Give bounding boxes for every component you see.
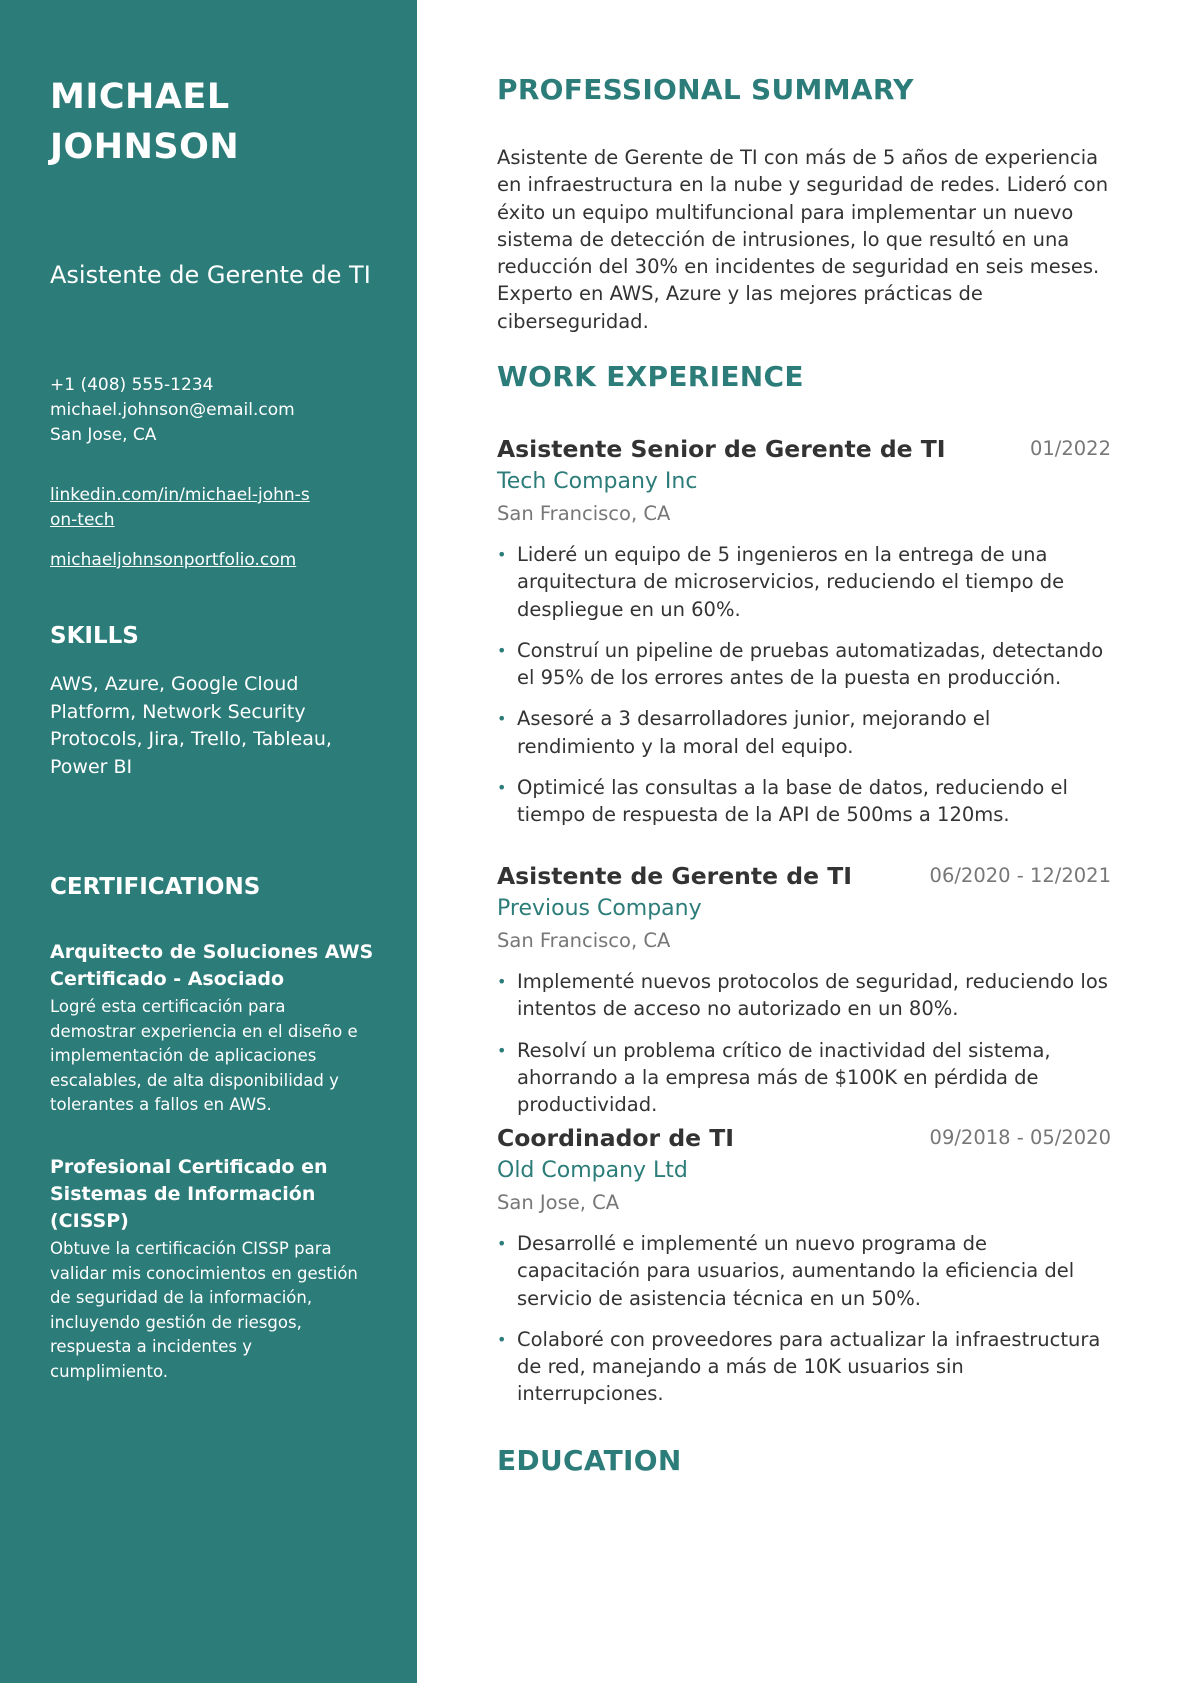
- job-company: Previous Company: [497, 896, 702, 921]
- bullet-text: Desarrollé e implementé un nuevo programa de capacitación para usuarios, aumentando la eficiencia del servicio de asistencia técnica en un 50%.: [517, 1232, 1075, 1310]
- bullet-text: Colaboré con proveedores para actualizar la infraestructura de red, manejando a más de 10K usuarios sin interrupciones.: [517, 1327, 1101, 1406]
- linkedin-link[interactable]: linkedin.com/in/michael-john-son-tech: [50, 485, 310, 530]
- summary-heading: PROFESSIONAL SUMMARY: [497, 73, 914, 106]
- job-dates: 09/2018 - 05/2020: [929, 1126, 1111, 1149]
- bullet-text: Construí un pipeline de pruebas automatizadas, detectando el 95% de los errores antes de la puesta en producción.: [517, 638, 1104, 690]
- job-company: Tech Company Inc: [497, 469, 698, 494]
- person-name: [50, 72, 390, 172]
- job-dates: 06/2020 - 12/2021: [929, 864, 1111, 887]
- certification-name: Profesional Certificado en Sistemas de Información (CISSP): [50, 1156, 328, 1232]
- job-location: San Francisco, CA: [497, 929, 671, 952]
- job-entry: [497, 1121, 1111, 1422]
- experience-heading: WORK EXPERIENCE: [497, 360, 804, 393]
- contact-info: [50, 373, 390, 448]
- phone: +1 (408) 555-1234: [50, 375, 214, 395]
- bullet-text: Asesoré a 3 desarrolladores junior, mejorando el rendimiento y la moral del equipo.: [517, 707, 991, 758]
- education-heading: EDUCATION: [497, 1444, 682, 1477]
- last-name: JOHNSON: [50, 127, 240, 167]
- skills-heading: SKILLS: [50, 623, 139, 649]
- certification-item: [50, 1154, 380, 1384]
- sidebar: [0, 0, 417, 1683]
- bullet-text: Resolví un problema crítico de inactividad del sistema, ahorrando a la empresa más de $100K en pérdida de productividad.: [517, 1038, 1051, 1117]
- job-dates: 01/2022: [1029, 437, 1111, 460]
- bullet-icon: •: [497, 709, 507, 729]
- bullet-icon: •: [497, 640, 507, 660]
- certification-name: Arquitecto de Soluciones AWS Certificado - Asociado: [50, 941, 374, 990]
- job-location: San Jose, CA: [497, 1191, 620, 1214]
- job-title: Asistente Senior de Gerente de TI: [497, 435, 946, 463]
- email: michael.johnson@email.com: [50, 400, 295, 420]
- list-item: [497, 637, 1111, 692]
- bullet-icon: •: [497, 778, 507, 798]
- bullet-icon: •: [497, 1040, 507, 1060]
- job-bullets: [497, 541, 1111, 829]
- list-item: [497, 541, 1111, 623]
- certification-item: [50, 939, 380, 1118]
- bullet-text: Lideré un equipo de 5 ingenieros en la entrega de una arquitectura de microservicios, reduciendo el tiempo de despliegue en un 60%.: [517, 543, 1065, 621]
- certification-description: Obtuve la certificación CISSP para validar mis conocimientos en gestión de seguridad de la información, incluyendo gestión de riesgos, respuesta a incidentes y cumplimiento.: [50, 1239, 358, 1381]
- job-bullets: [497, 1230, 1111, 1408]
- job-location: San Francisco, CA: [497, 502, 671, 525]
- job-bullets: [497, 968, 1111, 1118]
- bullet-icon: •: [497, 1234, 507, 1253]
- job-entry: [497, 432, 1111, 843]
- summary-text: Asistente de Gerente de TI con más de 5 años de experiencia en infraestructura en la nube y seguridad de redes. Lideró con éxito un equipo multifuncional para implementar un nuevo sistema de detección de intrusiones, lo que resultó en una reducción del 30% en incidentes de seguridad en seis meses. Experto en AWS, Azure y las mejores prácticas de ciberseguridad.: [497, 146, 1109, 333]
- job-title: Coordinador de TI: [497, 1124, 735, 1152]
- bullet-text: Implementé nuevos protocolos de seguridad, reduciendo los intentos de acceso no autorizado en un 80%.: [517, 970, 1108, 1021]
- list-item: [497, 968, 1111, 1023]
- bullet-icon: •: [497, 545, 507, 564]
- list-item: [497, 705, 1111, 760]
- skills-text: AWS, Azure, Google Cloud Platform, Network Security Protocols, Jira, Trello, Tableau, Power BI: [50, 673, 332, 778]
- first-name: MICHAEL: [50, 77, 230, 117]
- bullet-icon: •: [497, 972, 507, 991]
- list-item: [497, 1230, 1111, 1312]
- certification-description: Logré esta certificación para demostrar experiencia en el diseño e implementación de aplicaciones escalables, de alta disponibilidad y tolerantes a fallos en AWS.: [50, 997, 358, 1114]
- certifications-heading: CERTIFICATIONS: [50, 874, 261, 900]
- bullet-icon: •: [497, 1329, 507, 1349]
- list-item: [497, 1037, 1111, 1119]
- location: San Jose, CA: [50, 425, 157, 445]
- person-title: Asistente de Gerente de TI: [50, 261, 371, 289]
- job-title: Asistente de Gerente de TI: [497, 862, 852, 890]
- list-item: [497, 1326, 1111, 1408]
- job-company: Old Company Ltd: [497, 1158, 688, 1183]
- portfolio-link[interactable]: michaeljohnsonportfolio.com: [50, 550, 297, 570]
- list-item: [497, 774, 1111, 829]
- job-entry: [497, 859, 1111, 1132]
- bullet-text: Optimicé las consultas a la base de datos, reduciendo el tiempo de respuesta de la API de 500ms a 120ms.: [517, 776, 1068, 827]
